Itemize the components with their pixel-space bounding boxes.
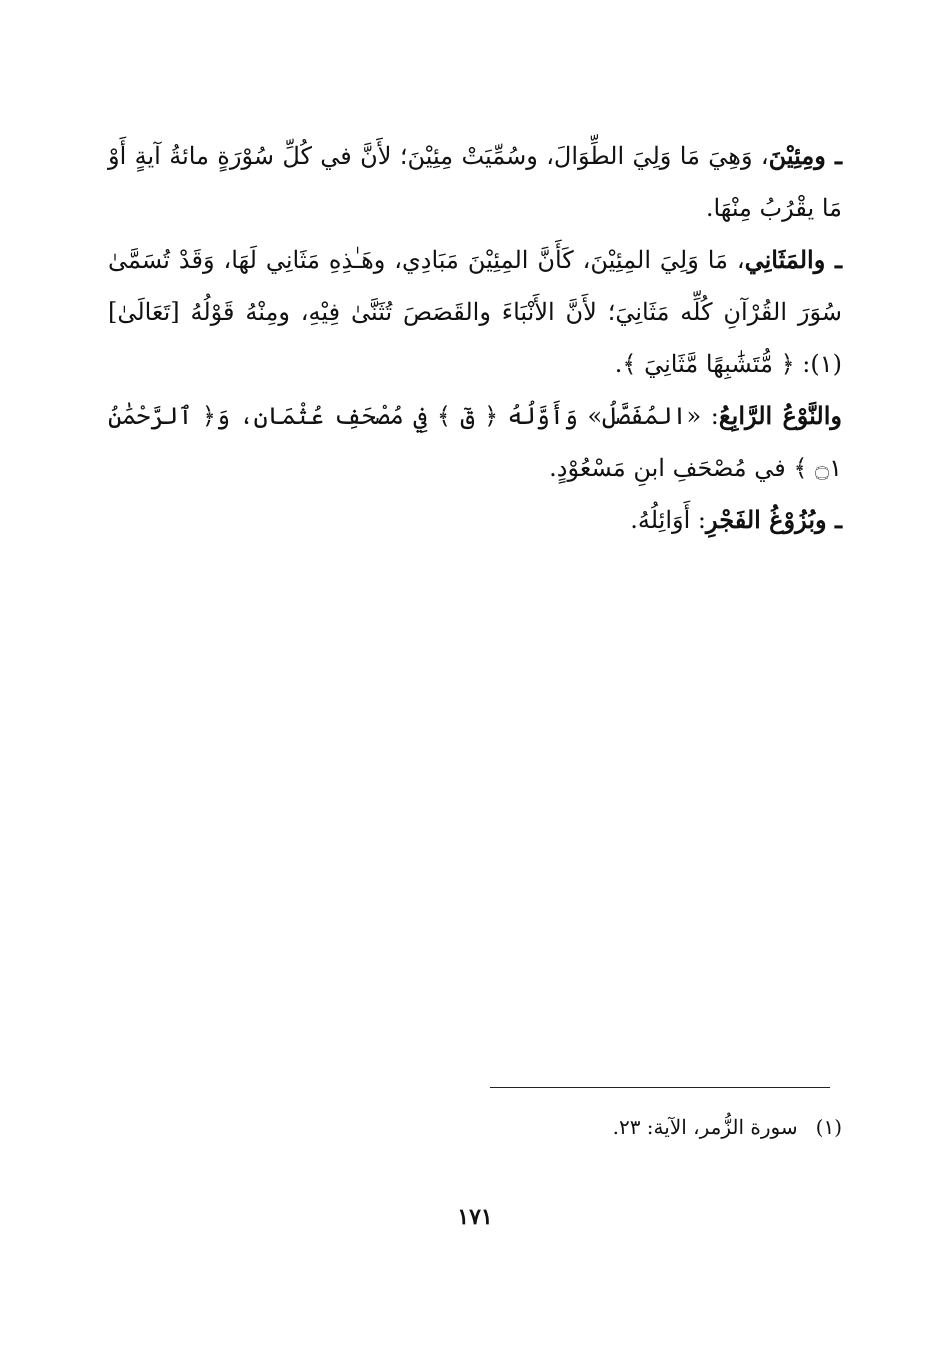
paragraph-text: ، مَا وَلِيَ المِئِيْنَ، كَأَنَّ المِئِيْنَ مَبَادِي، وهَـٰذِهِ مَثَانِي لَهَا، وَقَدْ تُسَمَّىٰ سُوَرَ القُرْآنِ كُلِّه مَثَانِيَ؛ لأَنَّ الأَنْبَاءَ والقَصَصَ تُثَنَّىٰ فِيْهِ، ومِنْهُ قَوْلُهُ [تَعَالَىٰ](١): ﴿ مُّتَشَٰبِهًا مَّثَانِيَ ﴾. [108,246,842,378]
footnote-marker: (١) [815,1115,842,1139]
paragraph-text: : «المُفَصَّلُ» وَأَوَّلُهُ ﴿ قٓ ﴾ فِي مُصْحَفِ عُثْمَان، وَ﴿ ٱلرَّحْمَٰنُ ۝١ ﴾ في مُصْحَفِ ابنِ مَسْعُوْدٍ. [108,402,842,482]
paragraph-mieen [108,130,842,234]
footnote-divider [490,1087,830,1088]
paragraph-text: ، وَهِيَ مَا وَلِيَ الطِّوَالَ، وسُمِّيَتْ مِئِيْنَ؛ لأَنَّ في كُلِّ سُوْرَةٍ مائةُ آيةٍ أَوْ مَا يقْرُبُ مِنْهَا. [108,142,842,222]
paragraph-fourth-type [108,390,842,494]
paragraph-text: : أَوَائِلُهُ. [630,506,706,534]
paragraph-lead: ـ وبُزُوْغُ الفَجْرِ [705,505,842,534]
paragraph-lead: والنَّوْعُ الرَّابِعُ [718,401,842,430]
paragraph-fajr [108,494,842,546]
main-text [108,130,842,546]
footnote-text: سورة الزُّمر، الآية: ٢٣. [612,1115,798,1139]
paragraph-lead: ـ والمَثَانِي [744,245,842,274]
footnote [490,1112,842,1142]
page-number: ١٧١ [457,1204,493,1230]
paragraph-mathani [108,234,842,390]
paragraph-lead: ـ ومِئِيْنَ [768,141,842,170]
